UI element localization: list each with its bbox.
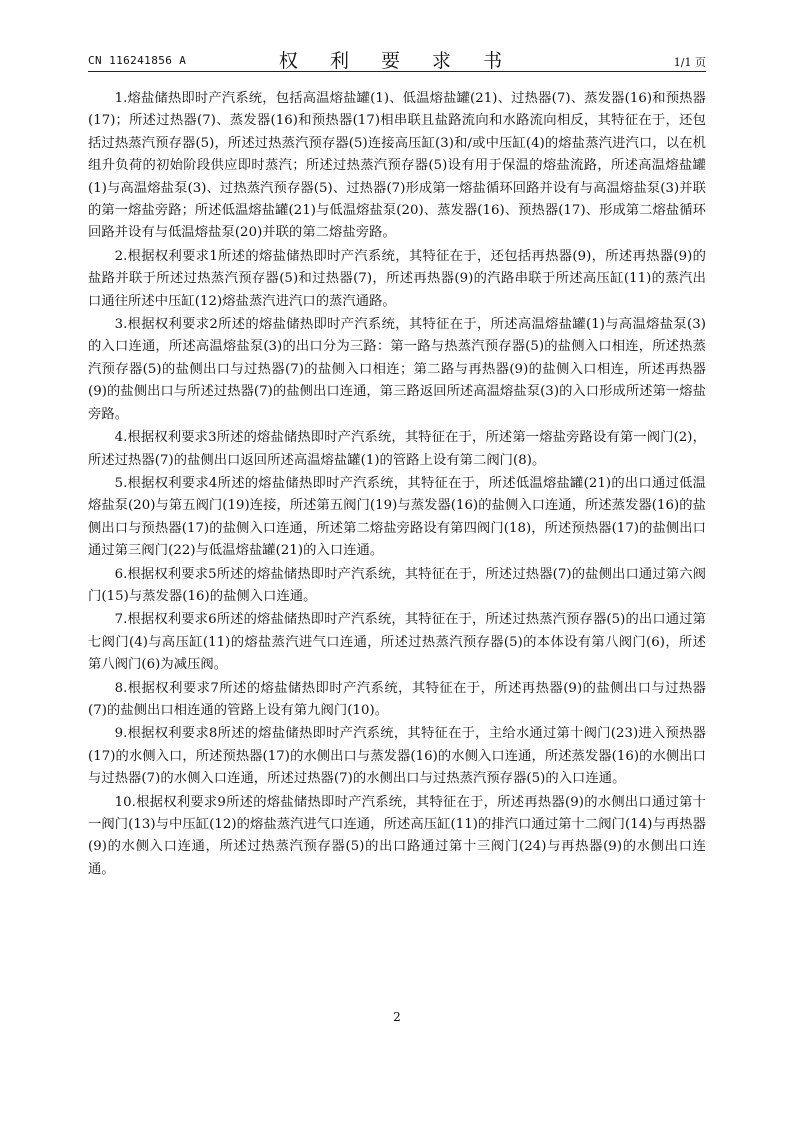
claim-7: 7.根据权利要求6所述的熔盐储热即时产汽系统，其特征在于，所述过热蒸汽预存器(5)的出口通过第七阀门(4)与高压缸(11)的熔盐蒸汽进气口连通，所述过热蒸汽预存器(5)的本体设有第八阀门(6)，所述第八阀门(6)为减压阀。 [88, 612, 706, 673]
claim-2: 2.根据权利要求1所述的熔盐储热即时产汽系统，其特征在于，还包括再热器(9)，所述再热器(9)的盐路并联于所述过热蒸汽预存器(5)和过热器(7)，所述再热器(9)的汽路串联于所述高压缸(11)的蒸汽出口通往所述中压缸(12)熔盐蒸汽进汽口的蒸汽通路。 [88, 248, 706, 309]
header-divider [88, 71, 706, 72]
claim-9: 9.根据权利要求8所述的熔盐储热即时产汽系统，其特征在于，主给水通过第十阀门(23)进入预热器(17)的水侧入口，所述预热器(17)的水侧出口与蒸发器(16)的水侧入口连通，所述蒸发器(16)的水侧出口与过热器(7)的水侧入口连通，所述过热器(7)的水侧出口与过热蒸汽预存器(5)的入口连通。 [88, 726, 706, 787]
document-title: 权 利 要 求 书 [278, 50, 516, 72]
claims-list [88, 88, 706, 882]
claim-10: 10.根据权利要求9所述的熔盐储热即时产汽系统，其特征在于，所述再热器(9)的水侧出口通过第十一阀门(13)与中压缸(12)的熔盐蒸汽进气口连通，所述高压缸(11)的排汽口通过第十二阀门(14)与再热器(9)的水侧入口连通，所述过热蒸汽预存器(5)的出口路通过第十三阀门(24)与再热器(9)的水侧出口连通。 [88, 794, 706, 877]
page-number: 2 [393, 1010, 401, 1024]
claim-5: 5.根据权利要求4所述的熔盐储热即时产汽系统，其特征在于，所述低温熔盐罐(21)的出口通过低温熔盐泵(20)与第五阀门(19)连接，所述第五阀门(19)与蒸发器(16)的盐侧入口连通，所述蒸发器(16)的盐侧出口与预热器(17)的盐侧入口连通，所述第二熔盐旁路设有第四阀门(18)，所述预热器(17)的盐侧出口通过第三阀门(22)与低温熔盐罐(21)的入口连通。 [88, 475, 706, 559]
publication-number: CN 116241856 A [88, 54, 187, 67]
claim-8: 8.根据权利要求7所述的熔盐储热即时产汽系统，其特征在于，所述再热器(9)的盐侧出口与过热器(7)的盐侧出口相连通的管路上设有第九阀门(10)。 [88, 680, 706, 718]
claim-1: 1.熔盐储热即时产汽系统，包括高温熔盐罐(1)、低温熔盐罐(21)、过热器(7)、蒸发器(16)和预热器(17)；所述过热器(7)、蒸发器(16)和预热器(17)相串联且盐路流向和水路流向相反，其特征在于，还包括过热蒸汽预存器(5)，所述过热蒸汽预存器(5)连接高压缸(3)和/或中压缸(4)的熔盐蒸汽进汽口，以在机组升负荷的初始阶段供应即时蒸汽；所述过热蒸汽预存器(5)设有用于保温的熔盐流路，所述高温熔盐罐(1)与高温熔盐泵(3)、过热蒸汽预存器(5)、过热器(7)形成第一熔盐循环回路并设有与高温熔盐泵(3)并联的第一熔盐旁路；所述低温熔盐罐(21)与低温熔盐泵(20)、蒸发器(16)、预热器(17)、形成第二熔盐循环回路并设有与低温熔盐泵(20)并联的第二熔盐旁路。 [88, 91, 706, 241]
page-header [88, 44, 706, 74]
page-count: 1/1 页 [673, 56, 706, 69]
claim-3: 3.根据权利要求2所述的熔盐储热即时产汽系统，其特征在于，所述高温熔盐罐(1)与高温熔盐泵(3)的入口连通，所述高温熔盐泵(3)的出口分为三路：第一路与热蒸汽预存器(5)的盐侧入口相连，所述热蒸汽预存器(5)的盐侧出口与过热器(7)的盐侧入口相连；第二路与再热器(9)的盐侧入口相连，所述再热器(9)的盐侧出口与所述过热器(7)的盐侧出口连通，第三路返回所述高温熔盐泵(3)的入口形成所述第一熔盐旁路。 [88, 317, 706, 422]
claim-4: 4.根据权利要求3所述的熔盐储热即时产汽系统，其特征在于，所述第一熔盐旁路设有第一阀门(2)，所述过热器(7)的盐侧出口返回所述高温熔盐罐(1)的管路上设有第二阀门(8)。 [88, 430, 706, 468]
claim-6: 6.根据权利要求5所述的熔盐储热即时产汽系统，其特征在于，所述过热器(7)的盐侧出口通过第六阀门(15)与蒸发器(16)的盐侧入口连通。 [88, 566, 706, 604]
